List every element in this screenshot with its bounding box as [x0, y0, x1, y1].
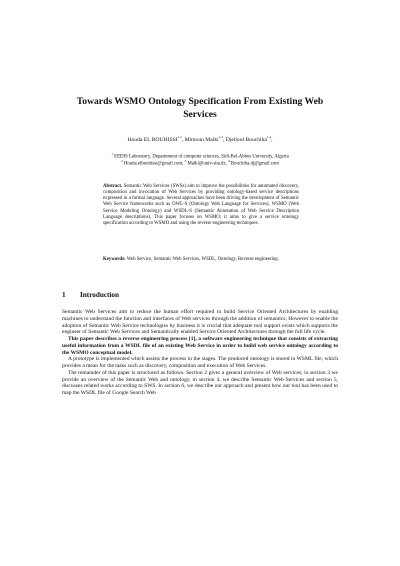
email-address: Malki@univ-sba.dz [187, 161, 226, 167]
affiliation-line [40, 154, 360, 161]
affiliation-superscript: 1 [111, 152, 113, 156]
author-name: Mimoun Malki [184, 137, 219, 143]
introduction-body [62, 309, 338, 397]
section-title: Introduction [80, 291, 120, 299]
affiliation-block [40, 154, 360, 168]
affiliation-emails: $^2$ Houda.elbouhissi@gmail.com, $^3$ Malki@univ-sba.dz, $^4$ Bouchiha.dj@gmail.com [120, 159, 280, 167]
affiliation-text: EEDIS Laboratory, Departement of computer sciences, Sidi-Bel-Abbes University, Algeria [114, 154, 289, 160]
author-superscript: 1,4 [266, 135, 272, 140]
section-heading [62, 291, 119, 300]
keywords-label: Keywords: [103, 257, 126, 262]
keywords [103, 257, 299, 263]
author-line: Houda EL BOUHISSI$^{1,2}$, Mimoun Malki$^{1,3}$, Djelloul Bouchiha$^{1,4}$, [127, 135, 273, 143]
abstract [103, 184, 299, 227]
abstract-text: Semantic Web Services (SWSs) aim to improve the possibilities for automated discovery, composition and invocation of Web Services by providing ontology-based service descriptions expressed in a formal language. Several approaches have been driving the development of Semantic Web Service frameworks such as OWL-S (Ontology Web Language for Services), WSMO (Web Service Modeling Ontology) and WSDL-S (Semantic Annotation of Web Service Description Language descriptions). This paper focuses on WSMO; it aims to give a service ontology specification according to WSMO and using the reverse engineering techniques. [103, 184, 299, 226]
email-address: Bouchiha.dj@gmail.com [230, 161, 280, 167]
email-address: Houda.elbouhissi@gmail.com [123, 161, 183, 167]
author-superscript: 1,2 [177, 135, 182, 140]
author-list [40, 137, 360, 144]
email-superscript: 2 [120, 159, 123, 163]
keywords-text: Web Service, Semantic Web Services, WSDL, Ontology, Reverse engineering. [126, 257, 279, 262]
section-number: 1 [62, 291, 66, 299]
paragraph: A prototype is implemented which assists the process in the stages. The produced ontology is stored in WSML file, which provides a mean for the tasks such as discovery, composition and execution of Web Services. [62, 356, 338, 369]
paragraph-bold: This paper describes a reverse engineering process [1], a software engineering technique that consists of extracting useful information from a WSDL file of an existing Web Service in order to build web service ontology according to the WSMO conceptual model. [62, 336, 338, 356]
paragraph: Semantic Web Services aim to reduce the human effort required to build Service Oriented Architectures by enabling machines to understand the function and interfaces of Web services through the addition of semantics; However to enable the adoption of Semantic Web Service technologies by business it is crucial that adequate tool support exists which supports the engineer of Semantic Web Services and Semantically enabled Service Oriented Architectures through the full life cycle. [62, 309, 338, 336]
abstract-label: Abstract. [103, 184, 123, 189]
email-superscript: 3 [184, 159, 187, 163]
email-superscript: 4 [227, 159, 230, 163]
author-name: Djelloul Bouchiha [225, 137, 267, 143]
paragraph: The remainder of this paper is structured as follows. Section 2 gives a general overview of Web services; in section 3 we provide an overview of the Semantic Web and ontology, in section 4, we describe Semantic Web Services and section 5, discusses related works according to SWS. In section 6, we describe our approach and present how our tool has been used to map the WSDL file of Google Search Web [62, 369, 338, 396]
author-superscript: 1,3 [218, 135, 223, 140]
paper-title: Towards WSMO Ontology Specification From Existing Web Services [76, 96, 324, 120]
author-name: Houda EL BOUHISSI [127, 137, 178, 143]
